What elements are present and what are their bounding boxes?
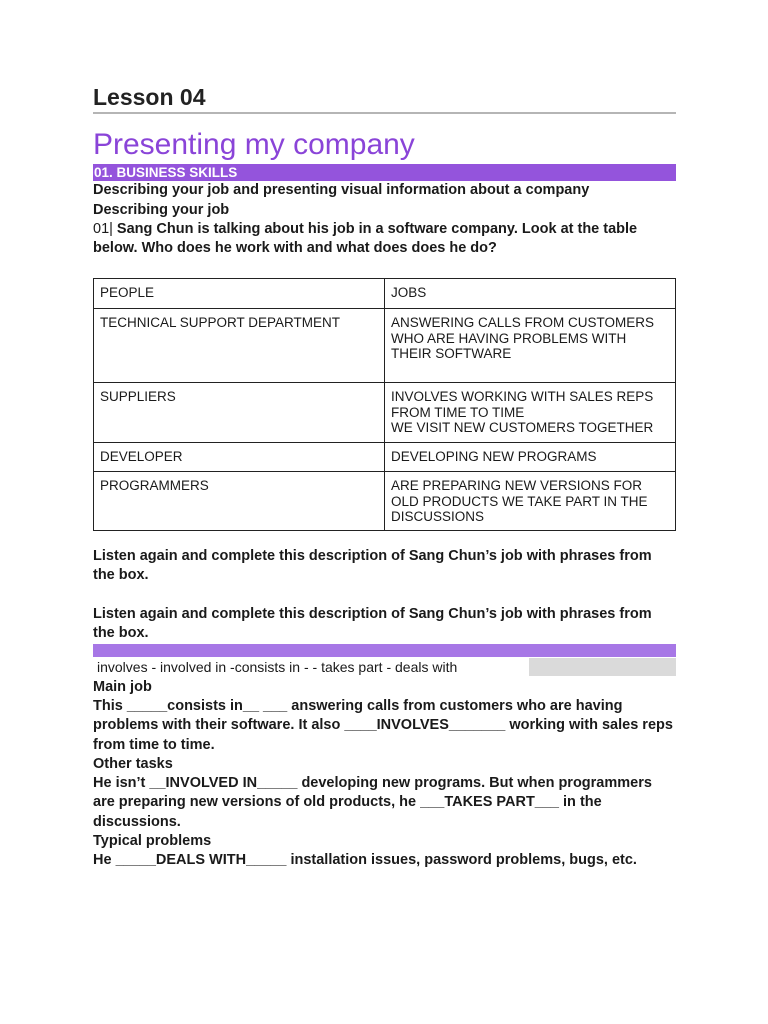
table-row (94, 443, 676, 472)
table-row (94, 309, 676, 383)
typical-problems-text: He _____DEALS WITH_____ installation issues, password problems, bugs, etc. (93, 852, 637, 868)
lesson-heading: Lesson 04 (93, 84, 206, 110)
phrase-box-shading (529, 658, 676, 676)
instruction-first: Listen again and complete this description of Sang Chun’s job with phrases from the box. (93, 548, 652, 584)
lesson-divider (93, 112, 676, 114)
table-cell-people: DEVELOPER (94, 443, 385, 472)
table-cell-people: SUPPLIERS (94, 383, 385, 443)
table-cell-jobs-line: INVOLVES WORKING WITH SALES REPS FROM TIME TO TIME (391, 389, 654, 420)
table-header-jobs: JOBS (385, 279, 676, 309)
table-cell-people: TECHNICAL SUPPORT DEPARTMENT (94, 309, 385, 383)
table-header-people: PEOPLE (94, 279, 385, 309)
main-job-heading: Main job (93, 679, 152, 695)
phrase-box (93, 658, 676, 676)
other-tasks-text: He isn’t __INVOLVED IN_____ developing new programs. But when programmers are preparing new versions of old products, he ___TAKES PART___ in the discussions. (93, 775, 652, 830)
people-jobs-table (93, 278, 676, 531)
table-header-row (94, 279, 676, 309)
main-job-text: This _____consists in__ ___ answering calls from customers who are having problems with their software. It also ____INVOLVES_______ working with sales reps from time to time. (93, 698, 673, 753)
table-row (94, 383, 676, 443)
question-number: 01| (93, 221, 113, 237)
section-bar: 01. BUSINESS SKILLS (93, 164, 676, 181)
other-tasks-heading: Other tasks (93, 756, 173, 772)
table-cell-jobs: ANSWERING CALLS FROM CUSTOMERS WHO ARE HAVING PROBLEMS WITH THEIR SOFTWARE (385, 309, 676, 383)
intro-subtitle: Describing your job and presenting visual information about a company (93, 182, 590, 198)
question-paragraph (93, 220, 676, 259)
table-cell-jobs-line: WE VISIT NEW CUSTOMERS TOGETHER (391, 420, 654, 435)
typical-problems-heading: Typical problems (93, 833, 212, 849)
phrase-box-bar (93, 644, 676, 657)
table-cell-jobs: DEVELOPING NEW PROGRAMS (385, 443, 676, 472)
table-row (94, 472, 676, 531)
phrase-list: involves - involved in -consists in - - takes part - deals with (97, 659, 458, 675)
table-cell-people: PROGRAMMERS (94, 472, 385, 531)
page-title: Presenting my company (93, 128, 415, 161)
table-cell-jobs (385, 383, 676, 443)
table-cell-jobs: ARE PREPARING NEW VERSIONS FOR OLD PRODUCTS WE TAKE PART IN THE DISCUSSIONS (385, 472, 676, 531)
question-text: Sang Chun is talking about his job in a software company. Look at the table below. Who does he work with and what does does he do? (93, 221, 638, 257)
instruction-second: Listen again and complete this description of Sang Chun’s job with phrases from the box. (93, 606, 652, 642)
intro-heading: Describing your job (93, 202, 230, 218)
